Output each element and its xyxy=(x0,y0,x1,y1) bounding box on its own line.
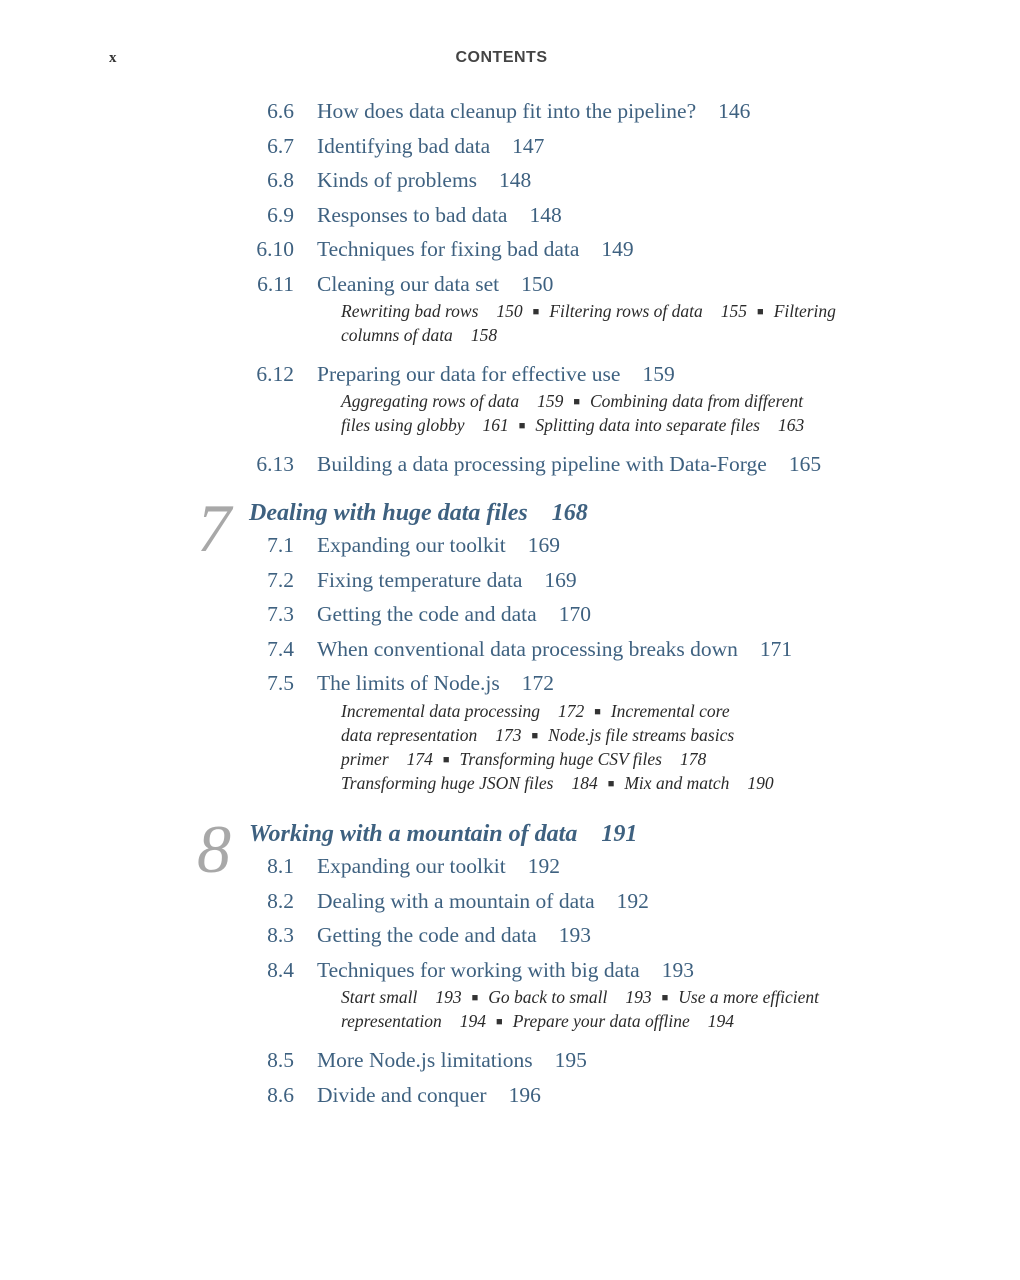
bullet-separator-icon: ■ xyxy=(531,730,539,742)
subsection-line xyxy=(341,772,861,796)
subsection-page: 161 xyxy=(482,415,509,435)
section-title: Getting the code and data xyxy=(317,923,537,947)
subsection-title[interactable]: Prepare your data offline xyxy=(512,1011,690,1031)
bullet-separator-icon: ■ xyxy=(471,992,479,1004)
chapter-7-number: 7 xyxy=(197,490,231,566)
page-folio: x xyxy=(109,50,117,66)
subsection-line xyxy=(341,390,861,414)
subsection-page: 193 xyxy=(625,987,652,1007)
subsection-title[interactable]: Filtering rows of data xyxy=(549,301,703,321)
section-page: 146 xyxy=(718,99,751,123)
subsection-page: 158 xyxy=(470,325,498,345)
subsection-page: 194 xyxy=(459,1011,487,1031)
section-title: The limits of Node.js xyxy=(317,671,500,695)
chapter-8-number: 8 xyxy=(197,811,231,887)
section-title: Cleaning our data set xyxy=(317,272,500,296)
section-page: 193 xyxy=(558,923,591,947)
section-number: 6.10 xyxy=(256,237,294,261)
section-number: 7.5 xyxy=(267,671,294,695)
subsection-title[interactable]: columns of data xyxy=(341,325,453,345)
section-number: 6.13 xyxy=(256,452,294,476)
section-number: 6.11 xyxy=(257,272,294,296)
subsection-page: 194 xyxy=(707,1011,735,1031)
section-number: 7.3 xyxy=(267,602,294,626)
chapter-title-text: Working with a mountain of data xyxy=(249,821,578,847)
subsection-page: 155 xyxy=(720,301,748,321)
toc-subsections-8-4 xyxy=(341,986,861,1034)
subsection-page: 174 xyxy=(406,749,433,769)
subsection-line xyxy=(341,748,861,772)
subsection-line xyxy=(341,724,861,748)
bullet-separator-icon: ■ xyxy=(442,754,450,766)
section-title: Building a data processing pipeline with Data-Forge xyxy=(317,452,767,476)
section-page: 165 xyxy=(788,452,822,476)
subsection-title[interactable]: data representation xyxy=(341,725,478,745)
section-page: 148 xyxy=(499,168,532,192)
section-page: 148 xyxy=(529,203,562,227)
section-page: 192 xyxy=(527,854,560,878)
subsection-line xyxy=(341,700,861,724)
subsection-page: 184 xyxy=(571,773,598,793)
subsection-page: 163 xyxy=(777,415,805,435)
section-number: 8.6 xyxy=(267,1083,294,1107)
toc-subsections-6-11 xyxy=(341,300,861,347)
subsection-title[interactable]: files using globby xyxy=(341,415,465,435)
subsection-title[interactable]: Aggregating rows of data xyxy=(341,391,520,411)
section-number: 8.3 xyxy=(267,923,294,947)
subsection-page: 193 xyxy=(435,987,462,1007)
chapter-7-title[interactable] xyxy=(249,497,588,529)
bullet-separator-icon: ■ xyxy=(532,306,540,318)
subsection-title[interactable]: Mix and match xyxy=(624,773,730,793)
section-title: Preparing our data for effective use xyxy=(317,362,621,386)
section-page: 169 xyxy=(527,533,560,557)
section-number: 7.1 xyxy=(267,533,294,557)
section-number: 6.9 xyxy=(267,203,294,227)
chapter-title-text: Dealing with huge data files xyxy=(249,500,528,526)
subsection-title[interactable]: Splitting data into separate files xyxy=(535,415,760,435)
section-page: 171 xyxy=(759,637,793,661)
subsection-title[interactable]: Node.js file streams basics xyxy=(548,725,735,745)
bullet-separator-icon: ■ xyxy=(594,706,601,718)
section-title: Getting the code and data xyxy=(317,602,537,626)
section-title: Fixing temperature data xyxy=(317,568,523,592)
bullet-separator-icon: ■ xyxy=(757,306,764,318)
section-number: 6.12 xyxy=(256,362,294,386)
section-page: 149 xyxy=(601,237,634,261)
section-title: When conventional data processing breaks down xyxy=(317,637,738,661)
subsection-title[interactable]: Use a more efficient xyxy=(678,987,820,1007)
chapter-8-title[interactable] xyxy=(249,818,637,850)
bullet-separator-icon: ■ xyxy=(607,778,615,790)
section-title: Expanding our toolkit xyxy=(317,854,506,878)
section-number: 8.1 xyxy=(267,854,294,878)
chapter-page: 168 xyxy=(551,500,588,526)
section-number: 6.8 xyxy=(267,168,294,192)
section-title: Identifying bad data xyxy=(317,134,491,158)
section-title: Responses to bad data xyxy=(317,203,508,227)
section-number: 7.2 xyxy=(267,568,294,592)
section-title: Expanding our toolkit xyxy=(317,533,506,557)
section-page: 169 xyxy=(544,568,577,592)
subsection-title[interactable]: Transforming huge JSON files xyxy=(341,773,554,793)
subsection-title[interactable]: representation xyxy=(341,1011,442,1031)
section-page: 159 xyxy=(642,362,675,386)
section-number: 8.5 xyxy=(267,1048,294,1072)
section-title: Divide and conquer xyxy=(317,1083,487,1107)
subsection-title[interactable]: Combining data from different xyxy=(590,391,804,411)
subsection-title[interactable]: Go back to small xyxy=(488,987,608,1007)
bullet-separator-icon: ■ xyxy=(573,396,580,408)
bullet-separator-icon: ■ xyxy=(496,1016,503,1028)
section-page: 196 xyxy=(508,1083,541,1107)
subsection-page: 190 xyxy=(747,773,774,793)
bullet-separator-icon: ■ xyxy=(661,992,669,1004)
toc-subsections-6-12 xyxy=(341,390,861,438)
section-title: Techniques for fixing bad data xyxy=(317,237,580,261)
subsection-title[interactable]: Incremental data processing xyxy=(341,701,540,721)
bullet-separator-icon: ■ xyxy=(518,420,526,432)
section-title: How does data cleanup fit into the pipeline? xyxy=(317,99,697,123)
subsection-title[interactable]: Start small xyxy=(341,987,418,1007)
section-number: 8.4 xyxy=(267,958,294,982)
subsection-title[interactable]: Incremental core xyxy=(610,701,730,721)
subsection-page: 159 xyxy=(537,391,564,411)
section-title: Dealing with a mountain of data xyxy=(317,889,595,913)
section-title: More Node.js limitations xyxy=(317,1048,533,1072)
subsection-page: 173 xyxy=(495,725,522,745)
subsection-page: 150 xyxy=(496,301,523,321)
section-page: 147 xyxy=(512,134,545,158)
section-number: 6.7 xyxy=(267,134,294,158)
subsection-title[interactable]: Transforming huge CSV files xyxy=(459,749,662,769)
section-page: 170 xyxy=(558,602,591,626)
toc-subsections-7-5 xyxy=(341,700,861,796)
section-page: 172 xyxy=(521,671,554,695)
subsection-line xyxy=(341,300,861,324)
subsection-title[interactable]: Rewriting bad rows xyxy=(341,301,479,321)
section-number: 6.6 xyxy=(267,99,294,123)
subsection-line xyxy=(341,414,861,438)
subsection-title[interactable]: primer xyxy=(341,749,389,769)
section-page: 195 xyxy=(554,1048,587,1072)
section-page: 192 xyxy=(616,889,649,913)
section-title: Techniques for working with big data xyxy=(317,958,640,982)
subsection-line xyxy=(341,1010,861,1034)
running-head: CONTENTS xyxy=(455,49,548,66)
section-number: 8.2 xyxy=(267,889,294,913)
section-title: Kinds of problems xyxy=(317,168,478,192)
section-page: 150 xyxy=(521,272,554,296)
subsection-title[interactable]: Filtering xyxy=(773,301,836,321)
subsection-line xyxy=(341,986,861,1010)
subsection-page: 172 xyxy=(557,701,585,721)
subsection-page: 178 xyxy=(679,749,707,769)
chapter-page: 191 xyxy=(601,821,638,847)
subsection-line xyxy=(341,324,861,347)
section-page: 193 xyxy=(661,958,694,982)
section-number: 7.4 xyxy=(267,637,294,661)
